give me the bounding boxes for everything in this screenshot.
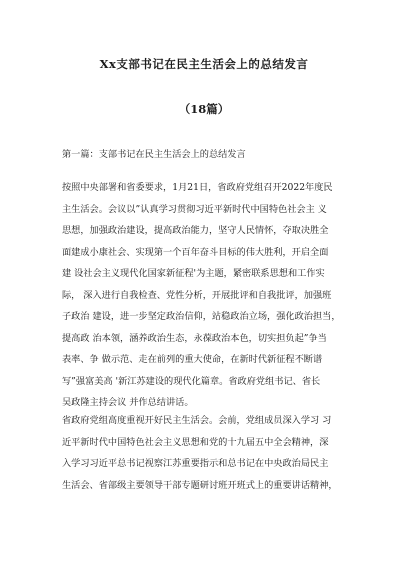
- text-line: 思想，加强政治建设，提高政治能力，坚守人民情怀，夺取决胜全: [62, 225, 329, 236]
- text-line: 入学习习近平总书记视察江苏重要指示和总书记在中央政治局民主: [62, 458, 329, 469]
- paragraph-2: [62, 410, 354, 496]
- paragraph-1: [62, 177, 354, 414]
- text-line: 写”强富美高 '新江苏建设的现代化篇章。省政府党组书记、省长: [62, 375, 321, 387]
- text-line: 按照中央部署和省委要求，1月21日，省政府党组召开2022年度民: [62, 182, 333, 193]
- text-line: 生活会、省部级主要领导干部专题研讨班开班式上的重要讲话精神，: [62, 479, 338, 491]
- document-subtitle: （18篇）: [178, 102, 230, 116]
- text-line: 提高政 治本领，涵养政治生态，永葆政治本色，切实担负起”争当: [62, 332, 327, 344]
- text-line: 建 设社会主义现代化国家新征程'为主题，紧密联系思想和工作实: [62, 268, 325, 279]
- text-line: 表率、争 做示范、走在前列的重大使命，在新时代新征程不断谱: [62, 354, 323, 365]
- text-line: 近平新时代中国特色社会主义思想和党的十九届五中全会精神，深: [62, 436, 329, 448]
- section-heading: 第一篇：支部书记在民主生活会上的总结发言: [62, 149, 246, 160]
- text-line: 子政治 建设，进一步坚定政治信仰，站稳政治立场，强化政治担当，: [62, 311, 341, 322]
- text-line: 省政府党组高度重视开好民主生活会。会前，党组成员深入学习 习: [62, 415, 332, 426]
- text-line: 面建成小康社会、实现第一个百年奋斗目标的伟大胜利，开启全面: [62, 246, 329, 258]
- text-line: 主生活会。会议以”认真学习贯彻习近平新时代中国特色社会主 义: [62, 203, 327, 215]
- text-line: 际， 深入进行自我检查、党性分析，开展批评和自我批评，加强班: [62, 289, 332, 301]
- text-line: 吴政隆主持会议 并作总结讲话。: [62, 397, 194, 408]
- document-title: Xx支部书记在民主生活会上的总结发言: [99, 57, 309, 71]
